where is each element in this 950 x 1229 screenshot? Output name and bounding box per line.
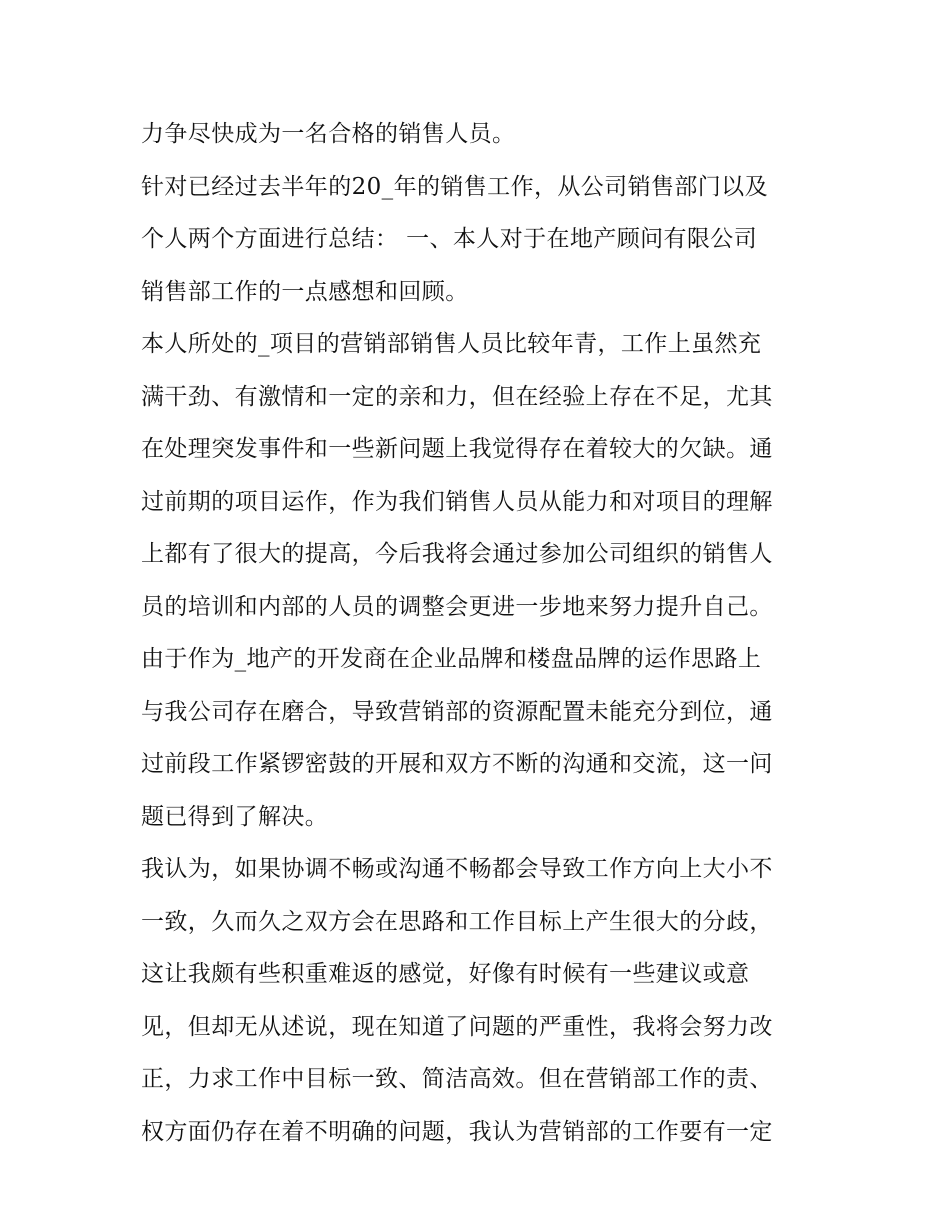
text-line: 题已得到了解决。 [141, 803, 329, 830]
text-line: 一致，久而久之双方会在思路和工作目标上产生很大的分歧， [141, 908, 773, 935]
text-line: 力争尽快成为一名合格的销售人员。 [141, 121, 516, 147]
text-line: 权方面仍存在着不明确的问题，我认为营销部的工作要有一定 [141, 1118, 773, 1145]
text-line: 针对已经过去半年的20_年的销售工作，从公司销售部门以及 [141, 173, 768, 200]
text-line: 在处理突发事件和一些新问题上我觉得存在着较大的欠缺。通 [141, 436, 773, 462]
text-line: 正，力求工作中目标一致、简洁高效。但在营销部工作的责、 [141, 1066, 773, 1092]
document-body [141, 108, 821, 1158]
text-line: 我认为，如果协调不畅或沟通不畅都会导致工作方向上大小不 [141, 856, 773, 882]
text-line: 销售部工作的一点感想和回顾。 [141, 278, 469, 305]
text-line: 员的培训和内部的人员的调整会更进一步地来努力提升自己。 [141, 593, 773, 620]
text-line: 上都有了很大的提高，今后我将会通过参加公司组织的销售人 [141, 541, 773, 567]
text-line: 过前期的项目运作，作为我们销售人员从能力和对项目的理解 [141, 488, 773, 515]
text-line: 满干劲、有激情和一定的亲和力，但在经验上存在不足，尤其 [141, 383, 773, 410]
text-line: 个人两个方面进行总结： 一、本人对于在地产顾问有限公司 [141, 226, 758, 252]
text-line: 见，但却无从述说，现在知道了问题的严重性，我将会努力改 [141, 1013, 773, 1040]
text-line: 由于作为_地产的开发商在企业品牌和楼盘品牌的运作思路上 [141, 646, 762, 672]
text-line: 这让我颇有些积重难返的感觉，好像有时候有一些建议或意 [141, 961, 750, 987]
text-line: 本人所处的_项目的营销部销售人员比较年青，工作上虽然充 [141, 331, 762, 357]
text-line: 与我公司存在磨合，导致营销部的资源配置未能充分到位，通 [141, 698, 773, 725]
text-line: 过前段工作紧锣密鼓的开展和双方不断的沟通和交流，这一问 [141, 751, 773, 777]
